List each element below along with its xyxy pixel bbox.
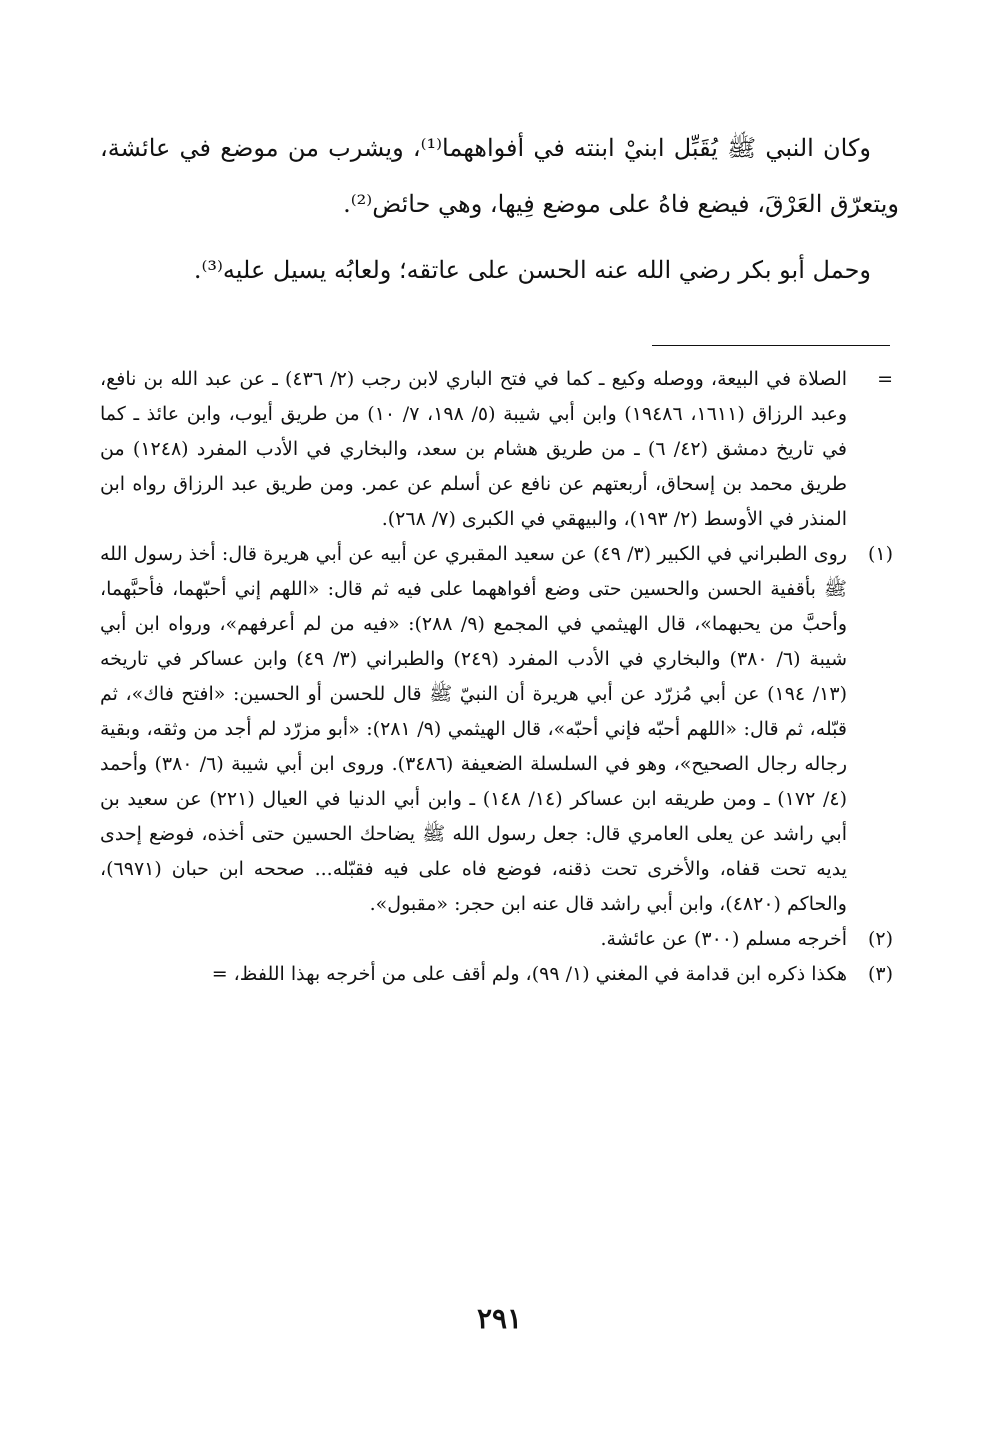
footnote-marker: (٣) [867,963,893,985]
main-text [100,120,899,298]
footnote-text: هكذا ذكره ابن قدامة في المغني (١/ ٩٩)، ولم أقف على من أخرجه بهذا اللفظ، = [211,963,847,985]
footnote-divider [652,345,890,346]
footnote-continuation [100,362,893,537]
footnote-text: روى الطبراني في الكبير (٣/ ٤٩) عن سعيد المقبري عن أبيه عن أبي هريرة قال: أخذ رسول الله ﷺ بأقفية الحسن والحسين حتى وضع أفواههما على فيه ثم قال: «اللهم إني أحبّهما، فأحبَّهما، وأحبَّ من يحبهما»، قال الهيثمي في المجمع (٩/ ٢٨٨): «فيه من لم أعرفهم»، ورواه ابن أبي شيبة (٦/ ٣٨٠) والبخاري في الأدب المفرد (٢٤٩) والطبراني (٣/ ٤٩) وابن عساكر في تاريخه (١٣/ ١٩٤) عن أبي مُزرّد عن أبي هريرة أن النبيّ ﷺ قال للحسن أو الحسين: «افتح فاك»، ثم قبّله، ثم قال: «اللهم أحبّه فإني أحبّه»، قال الهيثمي (٩/ ٢٨١): «أبو مزرّد لم أجد من وثقه، وبقية رجاله رجال الصحيح»، وهو في السلسلة الضعيفة (٣٤٨٦). وروى ابن أبي شيبة (٦/ ٣٨٠) وأحمد (٤/ ١٧٢) ـ ومن طريقه ابن عساكر (١٤/ ١٤٨) ـ وابن أبي الدنيا في العيال (٢٢١) عن سعيد بن أبي راشد عن يعلى العامري قال: جعل رسول الله ﷺ يضاحك الحسين حتى أخذه، فوضع إحدى يديه تحت قفاه، والأخرى تحت ذقنه، فوضع فاه على فيه فقبّله... صححه ابن حبان (٦٩٧١)، والحاكم (٤٨٢٠)، وابن أبي راشد قال عنه ابن حجر: «مقبول». [100,543,848,915]
footnote-3 [100,957,893,992]
footnote-text: أخرجه مسلم (٣٠٠) عن عائشة. [600,928,847,950]
footnote-2 [100,922,893,957]
page-number: ٢٩١ [476,1302,523,1335]
footnote-continuation-marker: = [877,368,893,390]
footnote-continuation-text: الصلاة في البيعة، ووصله وكيع ـ كما في فتح الباري لابن رجب (٢/ ٤٣٦) ـ عن عبد الله بن نافع، وعبد الرزاق (١٦١١، ١٩٤٨٦) وابن أبي شيبة (٥/ ١٩٨، ٧/ ١٠) من طريق أيوب، وابن عائذ ـ كما في تاريخ دمشق (٤٢/ ٦) ـ من طريق هشام بن سعد، والبخاري في الأدب المفرد (١٢٤٨) من طريق محمد بن إسحاق، أربعتهم عن نافع عن أسلم عن عمر. ومن طريق عبد الرزاق رواه ابن المنذر في الأوسط (٢/ ١٩٣)، والبيهقي في الكبرى (٧/ ٢٦٨). [100,368,848,530]
footnote-marker: (١) [867,543,893,565]
main-paragraph-2: وحمل أبو بكر رضي الله عنه الحسن على عاتقه؛ ولعابُه يسيل عليه⁽³⁾. [193,256,871,284]
main-paragraph-1: وكان النبي ﷺ يُقَبِّل ابنيْ ابنته في أفواههما⁽¹⁾، ويشرب من موضع في عائشة، ويتعرّق العَرْقَ، فيضع فاهُ على موضع فِيها، وهي حائض⁽²⁾. [100,134,899,218]
footnote-marker: (٢) [867,928,893,950]
footnotes-section [100,362,893,992]
footnote-1 [100,537,893,922]
